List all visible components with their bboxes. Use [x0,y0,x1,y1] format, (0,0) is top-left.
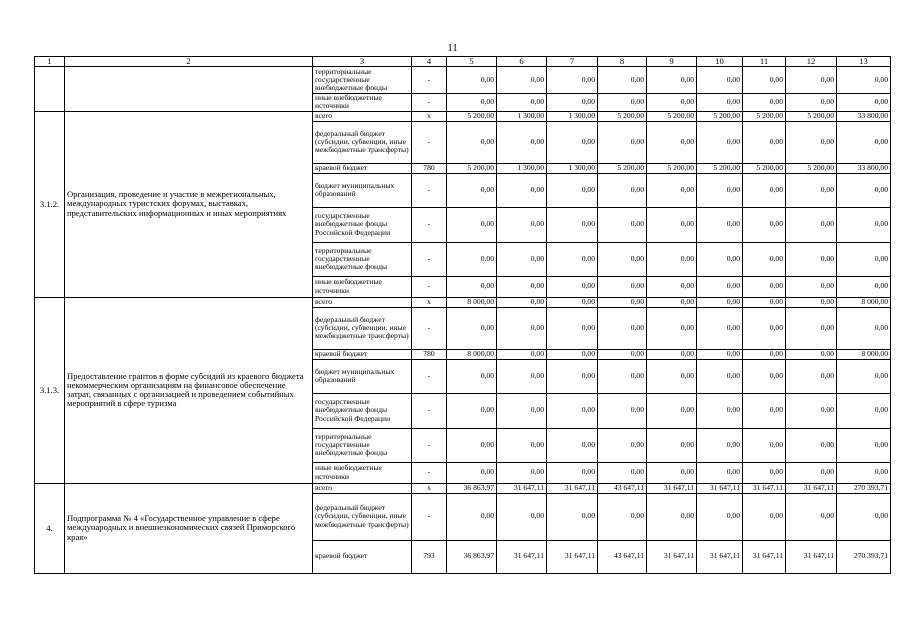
budget-code: - [412,173,447,207]
budget-code: - [412,462,447,483]
funding-source: всего [313,483,412,493]
total-value: 8 000,00 [837,349,891,359]
year-value: 1 300,00 [497,111,547,121]
year-value: 31 647,11 [697,483,743,493]
year-value: 1 300,00 [547,111,598,121]
budget-code: - [412,393,447,428]
item-name [65,67,313,112]
year-value: 5 200,00 [697,111,743,121]
year-value: 0,00 [447,67,497,94]
year-value: 31 647,11 [743,483,786,493]
year-value: 36 863,97 [447,483,497,493]
year-value: 0,00 [547,307,598,349]
table-row [35,67,891,94]
year-value: 0,00 [447,121,497,163]
header-cell-8: 8 [598,57,647,67]
year-value: 31 647,11 [497,483,547,493]
year-value: 0,00 [786,359,837,393]
year-value: 31 647,11 [547,540,598,573]
budget-code: 793 [412,540,447,573]
year-value: 0,00 [598,493,647,540]
item-number: 3.1.2. [35,111,65,297]
year-value: 0,00 [647,428,697,462]
year-value: 0,00 [743,428,786,462]
year-value: 0,00 [598,94,647,112]
budget-code: - [412,493,447,540]
year-value: 31 647,11 [697,540,743,573]
item-name: Организация, проведение и участие в межрегиональных, международных туристских форумах, выставках, представительских информационных и иных мероприятиях [65,111,313,297]
page-number: 11 [447,42,458,54]
year-value: 0,00 [786,67,837,94]
header-cell-13: 13 [837,57,891,67]
funding-source: всего [313,111,412,121]
year-value: 0,00 [697,462,743,483]
year-value: 0,00 [547,428,598,462]
year-value: 0,00 [647,207,697,242]
year-value: 0,00 [786,173,837,207]
total-value: 8 000,00 [837,297,891,307]
year-value: 0,00 [743,462,786,483]
year-value: 5 200,00 [786,163,837,173]
funding-source: федеральный бюджет (субсидии, субвенции, иные межбюджетные трансферты) [313,493,412,540]
year-value: 8 000,00 [447,349,497,359]
year-value: 0,00 [598,67,647,94]
year-value: 0,00 [547,493,598,540]
year-value: 0,00 [743,121,786,163]
header-cell-11: 11 [743,57,786,67]
funding-source: территориальные государственные внебюджетные фонды [313,67,412,94]
year-value: 0,00 [497,242,547,276]
header-cell-9: 9 [647,57,697,67]
year-value: 0,00 [547,242,598,276]
budget-code: - [412,428,447,462]
funding-source: бюджет муниципальных образований [313,359,412,393]
year-value: 0,00 [598,207,647,242]
header-cell-6: 6 [497,57,547,67]
budget-code: 780 [412,349,447,359]
year-value: 31 647,11 [743,540,786,573]
funding-source: иные внебюджетные источники [313,276,412,297]
year-value: 0,00 [743,67,786,94]
year-value: 0,00 [547,393,598,428]
year-value: 0,00 [497,67,547,94]
budget-code: - [412,242,447,276]
item-number: 3.1.3. [35,297,65,483]
header-cell-12: 12 [786,57,837,67]
year-value: 0,00 [447,173,497,207]
year-value: 0,00 [743,349,786,359]
year-value: 5 200,00 [743,111,786,121]
year-value: 0,00 [697,393,743,428]
year-value: 0,00 [547,359,598,393]
budget-code: - [412,207,447,242]
year-value: 0,00 [598,349,647,359]
year-value: 0,00 [786,462,837,483]
budget-code: 780 [412,163,447,173]
funding-source: краевой бюджет [313,540,412,573]
funding-source: государственные внебюджетные фонды Российской Федерации [313,207,412,242]
budget-code: - [412,121,447,163]
year-value: 0,00 [497,207,547,242]
year-value: 0,00 [598,393,647,428]
year-value: 0,00 [497,462,547,483]
funding-source: территориальные государственные внебюджетные фонды [313,428,412,462]
year-value: 0,00 [647,242,697,276]
year-value: 0,00 [447,94,497,112]
year-value: 0,00 [447,276,497,297]
year-value: 0,00 [647,462,697,483]
year-value: 0,00 [547,121,598,163]
budget-code: - [412,307,447,349]
year-value: 0,00 [598,462,647,483]
year-value: 0,00 [447,393,497,428]
year-value: 0,00 [547,207,598,242]
total-value: 0,00 [837,307,891,349]
budget-code: - [412,67,447,94]
year-value: 0,00 [497,173,547,207]
year-value: 0,00 [497,276,547,297]
year-value: 31 647,11 [647,483,697,493]
year-value: 0,00 [786,242,837,276]
year-value: 0,00 [786,207,837,242]
total-value: 0,00 [837,493,891,540]
year-value: 0,00 [497,493,547,540]
year-value: 0,00 [786,428,837,462]
year-value: 0,00 [697,493,743,540]
year-value: 43 647,11 [598,540,647,573]
year-value: 0,00 [743,173,786,207]
year-value: 0,00 [447,493,497,540]
year-value: 5 200,00 [647,111,697,121]
year-value: 0,00 [547,349,598,359]
year-value: 31 647,11 [786,483,837,493]
year-value: 0,00 [786,297,837,307]
funding-source: федеральный бюджет (субсидии, субвенции, иные межбюджетные трансферты) [313,121,412,163]
item-name: Подпрограмма № 4 «Государственное управление в сфере международных и внешнеэкономических связей Приморского края» [65,483,313,573]
year-value: 0,00 [647,393,697,428]
year-value: 0,00 [497,349,547,359]
year-value: 5 200,00 [447,163,497,173]
total-value: 33 800,00 [837,163,891,173]
year-value: 0,00 [547,297,598,307]
year-value: 31 647,11 [647,540,697,573]
year-value: 0,00 [447,359,497,393]
year-value: 0,00 [786,307,837,349]
year-value: 0,00 [447,462,497,483]
table-header-row [35,57,891,67]
total-value: 0,00 [837,242,891,276]
year-value: 5 200,00 [786,111,837,121]
budget-code: - [412,359,447,393]
year-value: 0,00 [697,173,743,207]
year-value: 0,00 [547,276,598,297]
year-value: 0,00 [697,359,743,393]
budget-code: - [412,276,447,297]
year-value: 0,00 [647,493,697,540]
year-value: 0,00 [743,307,786,349]
year-value: 0,00 [697,428,743,462]
year-value: 0,00 [647,173,697,207]
total-value: 0,00 [837,173,891,207]
year-value: 0,00 [447,428,497,462]
year-value: 0,00 [598,428,647,462]
year-value: 1 300,00 [547,163,598,173]
year-value: 5 200,00 [743,163,786,173]
year-value: 0,00 [697,349,743,359]
total-value: 0,00 [837,359,891,393]
funding-source: всего [313,297,412,307]
year-value: 0,00 [497,428,547,462]
year-value: 0,00 [697,242,743,276]
funding-source: федеральный бюджет (субсидии, субвенции, иные межбюджетные трансферты) [313,307,412,349]
year-value: 31 647,11 [547,483,598,493]
total-value: 33 800,00 [837,111,891,121]
year-value: 5 200,00 [598,111,647,121]
year-value: 0,00 [547,173,598,207]
year-value: 31 647,11 [497,540,547,573]
year-value: 0,00 [697,121,743,163]
total-value: 270 393,71 [837,483,891,493]
year-value: 36 863,97 [447,540,497,573]
funding-source: краевой бюджет [313,163,412,173]
year-value: 0,00 [598,297,647,307]
year-value: 0,00 [786,121,837,163]
year-value: 0,00 [598,173,647,207]
year-value: 0,00 [547,67,598,94]
year-value: 0,00 [697,94,743,112]
funding-source: территориальные государственные внебюджетные фонды [313,242,412,276]
year-value: 0,00 [786,493,837,540]
total-value: 0,00 [837,207,891,242]
year-value: 0,00 [447,307,497,349]
year-value: 0,00 [647,67,697,94]
header-cell-10: 10 [697,57,743,67]
year-value: 0,00 [497,94,547,112]
year-value: 0,00 [447,242,497,276]
year-value: 0,00 [697,307,743,349]
total-value: 0,00 [837,462,891,483]
year-value: 0,00 [697,276,743,297]
year-value: 5 200,00 [647,163,697,173]
header-cell-1: 1 [35,57,65,67]
total-value: 0,00 [837,393,891,428]
year-value: 0,00 [743,493,786,540]
total-value: 0,00 [837,67,891,94]
year-value: 43 647,11 [598,483,647,493]
year-value: 0,00 [647,94,697,112]
total-value: 0,00 [837,276,891,297]
year-value: 0,00 [786,393,837,428]
year-value: 0,00 [743,94,786,112]
year-value: 0,00 [743,207,786,242]
funding-source: иные внебюджетные источники [313,462,412,483]
funding-source: иные внебюджетные источники [313,94,412,112]
year-value: 0,00 [697,67,743,94]
year-value: 0,00 [786,349,837,359]
year-value: 31 647,11 [786,540,837,573]
table-row [35,297,891,307]
year-value: 0,00 [647,349,697,359]
budget-table-body [35,57,891,574]
year-value: 0,00 [598,121,647,163]
year-value: 0,00 [598,276,647,297]
year-value: 0,00 [743,297,786,307]
year-value: 0,00 [743,393,786,428]
header-cell-3: 3 [313,57,412,67]
budget-code: x [412,111,447,121]
year-value: 0,00 [547,94,598,112]
header-cell-4: 4 [412,57,447,67]
header-cell-2: 2 [65,57,313,67]
item-name: Предоставление грантов в форме субсидий из краевого бюджета некоммерческим организациям на финансовое обеспечение затрат, связанных с организацией и проведением событийных мероприятий в сфере туризма [65,297,313,483]
year-value: 0,00 [447,207,497,242]
year-value: 0,00 [647,121,697,163]
table-row [35,483,891,493]
year-value: 0,00 [497,359,547,393]
year-value: 0,00 [598,359,647,393]
budget-table [34,56,891,574]
table-row [35,111,891,121]
budget-code: - [412,94,447,112]
year-value: 0,00 [743,242,786,276]
year-value: 0,00 [598,307,647,349]
total-value: 0,00 [837,428,891,462]
year-value: 0,00 [743,359,786,393]
item-number: 4. [35,483,65,573]
year-value: 0,00 [647,297,697,307]
funding-source: государственные внебюджетные фонды Российской Федерации [313,393,412,428]
total-value: 270 393,71 [837,540,891,573]
year-value: 0,00 [497,393,547,428]
year-value: 0,00 [598,242,647,276]
year-value: 0,00 [647,307,697,349]
header-cell-5: 5 [447,57,497,67]
year-value: 5 200,00 [447,111,497,121]
year-value: 0,00 [647,359,697,393]
total-value: 0,00 [837,121,891,163]
year-value: 0,00 [497,307,547,349]
year-value: 1 300,00 [497,163,547,173]
funding-source: бюджет муниципальных образований [313,173,412,207]
year-value: 0,00 [497,297,547,307]
year-value: 0,00 [786,276,837,297]
year-value: 0,00 [497,121,547,163]
year-value: 0,00 [547,462,598,483]
year-value: 5 200,00 [697,163,743,173]
budget-code: x [412,297,447,307]
year-value: 0,00 [786,94,837,112]
year-value: 0,00 [743,276,786,297]
year-value: 0,00 [697,297,743,307]
funding-source: краевой бюджет [313,349,412,359]
year-value: 0,00 [647,276,697,297]
year-value: 5 200,00 [598,163,647,173]
year-value: 8 000,00 [447,297,497,307]
total-value: 0,00 [837,94,891,112]
item-number [35,67,65,112]
budget-code: x [412,483,447,493]
header-cell-7: 7 [547,57,598,67]
year-value: 0,00 [697,207,743,242]
